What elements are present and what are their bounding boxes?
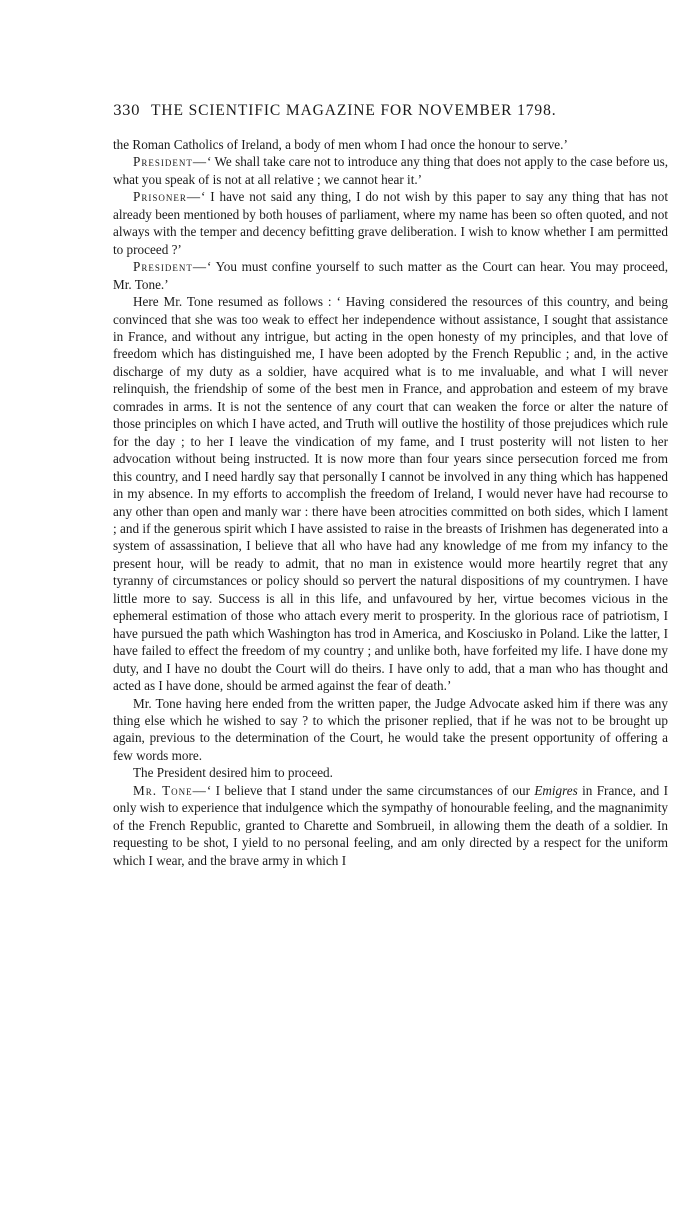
speaker-label: Mr. Tone— xyxy=(133,782,207,798)
paragraph-text: ‘ You must confine yourself to such matter as the Court can hear. You may proceed, Mr. Tone.’ xyxy=(113,259,668,292)
page-number: 330 xyxy=(113,103,140,119)
speaker-label: Prisoner— xyxy=(133,189,202,205)
speaker-label: President— xyxy=(133,154,208,170)
paragraph-text: ‘ We shall take care not to introduce any thing that does not apply to the case before us, what you speak of is not at all relative ; we cannot hear it.’ xyxy=(113,154,668,187)
paragraph-text: Mr. Tone having here ended from the written paper, the Judge Advocate asked him if there was any thing else which he wished to say ? to which the prisoner replied, that if he was not to be brought up again, previous to the determination of the Court, he would take the present opportunity of offering a few words more. xyxy=(113,695,668,763)
paragraph-5 xyxy=(113,293,668,694)
paragraph-text: ‘ I have not said any thing, I do not wish by this paper to say any thing that has not already been mentioned by both houses of parliament, where my name has been so often quoted, and not always with the temper and decency befitting grave deliberation. I wish to know whether I am permitted to proceed ?’ xyxy=(113,189,668,257)
paragraph-7 xyxy=(113,764,668,781)
paragraph-8 xyxy=(113,782,668,869)
page-header xyxy=(113,102,668,120)
paragraph-text: ‘ I believe that I stand under the same circumstances of our xyxy=(206,782,535,798)
running-head: THE SCIENTIFIC MAGAZINE FOR NOVEMBER 1798. xyxy=(151,102,557,119)
speaker-label: President— xyxy=(133,259,208,275)
paragraph-text: Here Mr. Tone resumed as follows : ‘ Having considered the resources of this country, and being convinced that she was too weak to effect her independence without assistance, I sought that assistance in France, and without any intrigue, but acting in the open honesty of my principles, and that love of freedom which has distinguished me, I have been adopted by the French Republic ; and, in the active discharge of my duty as a soldier, have acquired what is to me invaluable, and what I will never relinquish, the friendship of some of the best men in France, and approbation and esteem of my brave comrades in arms. It is not the sentence of any court that can weaken the force or alter the nature of those principles on which I have acted, and Truth will outlive the hostility of those prejudices which rule for the day ; to her I leave the vindication of my fame, and I trust posterity will not listen to her advocation without being instructed. It is now more than four years since persecution forced me from this country, and I need hardly say that personally I cannot be involved in any thing which has happened in my absence. In my efforts to accomplish the freedom of Ireland, I would never have had recourse to any other than open and manly war : there have been atrocities committed on both sides, which I lament ; and if the generous spirit which I have assisted to raise in the breasts of Irishmen has degenerated into a system of assassination, I believe that all who have had any knowledge of me from my infancy to the present hour, will be ready to admit, that no man in existence would more heartily regret that any tyranny of circumstances or policy should so pervert the natural dispositions of my countrymen. I have little more to say. Success is all in this life, and unfavoured by her, virtue becomes vicious in the ephemeral estimation of those who attach every merit to prosperity. In the glorious race of patriotism, I have pursued the path which Washington has trod in America, and Kosciusko in Poland. Like the latter, I have failed to effect the freedom of my country ; and unlike both, have forfeited my life. I have done my duty, and I have no doubt the Court will do theirs. I have only to add, that a man who has thought and acted as I have done, should be armed against the fear of death.’ xyxy=(113,294,668,694)
article-body xyxy=(113,136,668,869)
paragraph-6 xyxy=(113,695,668,765)
italic-word: Emigres xyxy=(534,782,578,798)
document-page xyxy=(113,102,668,869)
paragraph-text: The President desired him to proceed. xyxy=(133,765,333,781)
paragraph-4 xyxy=(113,258,668,293)
paragraph-1 xyxy=(113,136,668,153)
paragraph-2 xyxy=(113,153,668,188)
paragraph-text: the Roman Catholics of Ireland, a body of men whom I had once the honour to serve.’ xyxy=(113,137,568,152)
paragraph-3 xyxy=(113,188,668,258)
paragraph-text: in France, and I only wish to experience that indulgence which the sympathy of honourable feeling, and the magnanimity of the French Republic, granted to Charette and Sombrueil, in allowing them the death of a soldier. In requesting to be shot, I yield to no personal feeling, and am only directed by a respect for the uniform which I wear, and the brave army in which I xyxy=(113,782,669,868)
